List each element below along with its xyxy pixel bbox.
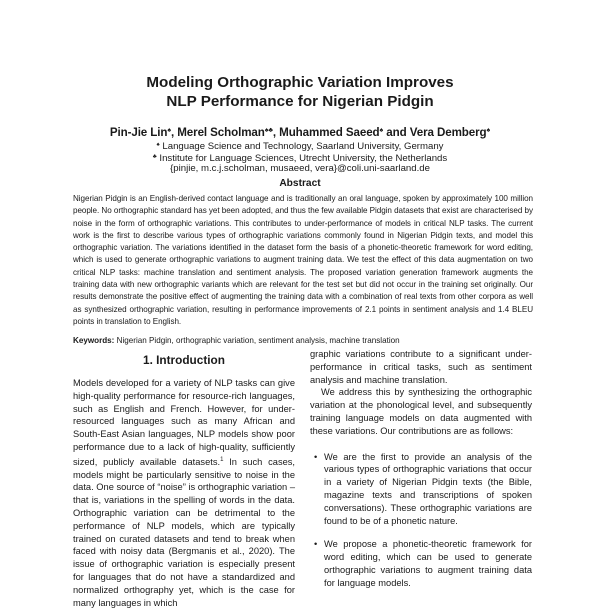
spade-icon: ♠ xyxy=(167,127,171,134)
title-line-1: Modeling Orthographic Variation Improves xyxy=(146,74,454,91)
author-name: Pin-Jie Lin xyxy=(109,126,168,139)
abstract-heading: Abstract xyxy=(279,178,321,189)
spade-icon: ♠ xyxy=(379,127,384,134)
spade-icon: ♠ xyxy=(156,142,160,148)
keywords-label: Keywords: xyxy=(73,336,115,345)
bullet-icon: • xyxy=(314,539,318,550)
right-column xyxy=(310,348,532,601)
intro-paragraph xyxy=(73,377,295,609)
right-paragraph-2: We address this by synthesizing the orthographic variation at the phonological level, and subsequently training language models on data augmented with these variations. Our contributions are as follows: xyxy=(310,387,532,436)
list-item xyxy=(310,538,532,589)
footnote-link[interactable]: 1 xyxy=(220,456,224,463)
author-separator: and xyxy=(383,126,410,139)
author-list xyxy=(0,124,600,140)
contributions-list xyxy=(310,451,532,590)
author-name: Vera Demberg xyxy=(409,126,487,139)
abstract-text: Nigerian Pidgin is an English-derived contact language and is traditionally an oral language, spoken by approximately 100 million people. No orthographic standard has yet been adopted, and thus the few available Pidgin datasets that exist are characterised by noise in the form of orthographic variations. This contributes to under-performance of models in critical NLP tasks. The current work is the first to describe various types of orthographic variations commonly found in Nigerian Pidgin texts, and model this orthographic variation. The variations identified in the dataset form the basis of a phonetic-theoretic framework for word editing, which is used to generate orthographic variations to augment training data. We test the effect of this data augmentation on two critical NLP tasks: machine translation and sentiment analysis. The proposed variation generation framework augments the training data with new orthographic variants which are relevant for the test set but did not occur in the training set originally. Our results demonstrate the positive effect of augmenting the training data with a combination of real texts from other corpora as well as synthesized orthographic variation, resulting in performance improvements of 2.1 points in sentiment analysis and 1.4 BLEU points in translation to English. xyxy=(73,194,533,326)
section-heading-introduction: 1. Introduction xyxy=(143,353,225,367)
list-item xyxy=(310,451,532,528)
affiliation-text: Language Science and Technology, Saarland University, Germany xyxy=(159,141,444,152)
author-emails: {pinjie, m.c.j.scholman, musaeed, vera}@coli.uni-saarland.de xyxy=(170,163,430,174)
right-paragraph-1: graphic variations contribute to a significant under-performance in critical tasks, such as sentiment analysis and machine translation. xyxy=(310,349,532,385)
author-separator: , xyxy=(272,126,280,139)
spade-icon: ♠ xyxy=(486,127,491,134)
author-name: Muhammed Saeed xyxy=(279,126,380,139)
spade-club-icon: ♠♣ xyxy=(264,127,273,134)
club-icon: ♣ xyxy=(152,154,157,160)
intro-text-cont: In such cases, models might be particularly sensitive to noise in the data. One source of “noise” is orthographic variation – that is, variations in the spelling of words in the data. Orthographic variation can be detrimental to the performance of NLP models, which are typically trained on curated datasets and tend to break when faced with noisy data (Bergmanis et al., 2020). The issue of orthographic variation is especially present for languages that do not have a standardized and normalized orthography yet, which is the case for many languages in which xyxy=(73,456,296,608)
intro-text: Models developed for a variety of NLP tasks can give high-quality performance for resource-rich languages, such as English and French. However, for under-resourced languages such as many African and South-East Asian languages, NLP models show poor performance due to a lack of high-quality, sufficiently sized, publicly available datasets. xyxy=(73,378,295,467)
contribution-text: We propose a phonetic-theoretic framework for word editing, which can be used to generate orthographic variations to augment training data for language models. xyxy=(324,539,532,588)
author-separator: , xyxy=(171,126,178,139)
paper-title xyxy=(0,73,600,111)
author-name: Merel Scholman xyxy=(177,126,265,139)
keywords xyxy=(73,335,543,347)
keywords-list: Nigerian Pidgin, orthographic variation, sentiment analysis, machine translation xyxy=(114,336,400,345)
left-column xyxy=(73,377,295,609)
title-line-2: NLP Performance for Nigerian Pidgin xyxy=(166,93,434,110)
bullet-icon: • xyxy=(314,451,318,462)
affiliation-text: Institute for Language Sciences, Utrecht University, the Netherlands xyxy=(156,153,448,164)
contribution-text: We are the first to provide an analysis of the various types of orthographic variations that occur in a variety of Nigerian Pidgin texts (the Bible, magazine texts and transcriptions of spoken conversations). These orthographic variations are found to be of a phonetic nature. xyxy=(324,451,532,526)
